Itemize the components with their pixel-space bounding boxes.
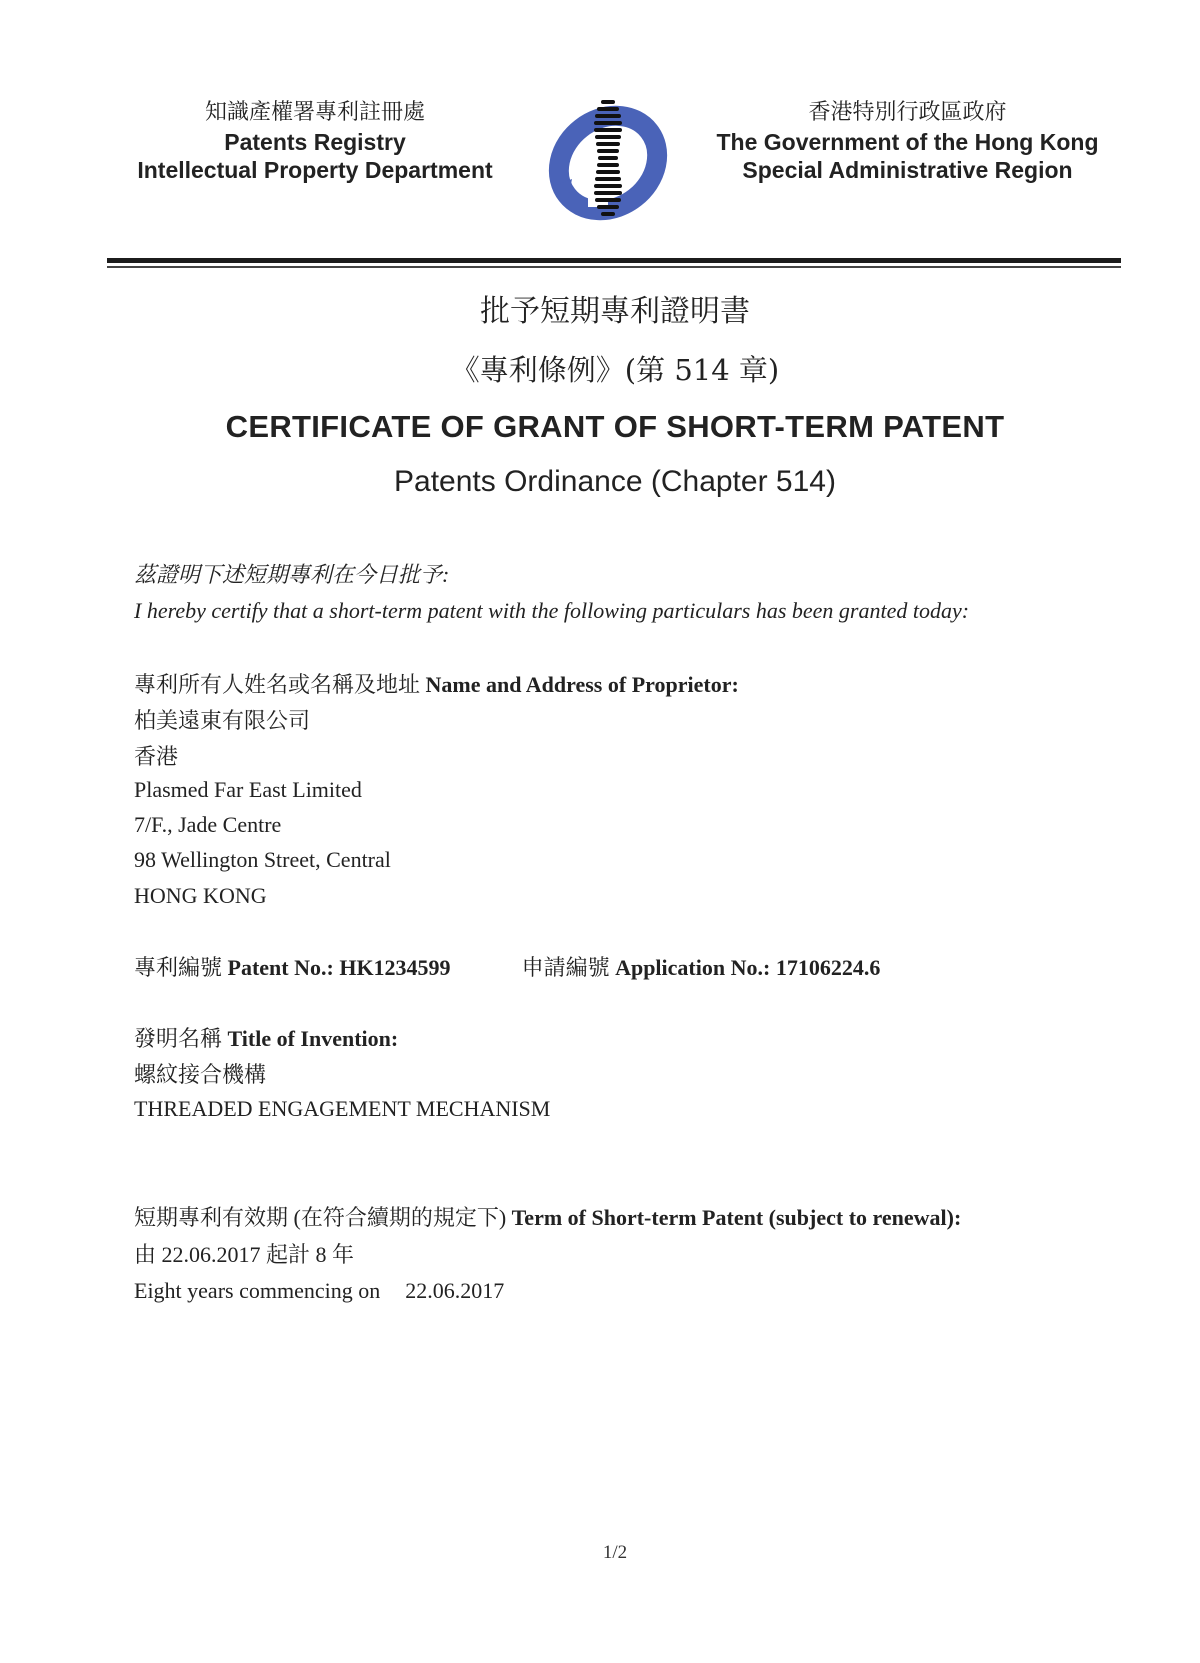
- invention-label-zh: 發明名稱: [134, 1026, 223, 1051]
- proprietor-label: [134, 668, 739, 699]
- application-no-label-zh: 申請編號: [521, 955, 610, 980]
- invention-title: THREADED ENGAGEMENT MECHANISM: [134, 1096, 551, 1121]
- patents-registry-header: [120, 98, 510, 184]
- proprietor-label-zh: 專利所有人姓名或名稱及地址: [134, 672, 421, 697]
- invention-title-zh: 螺紋接合機構: [134, 1062, 267, 1087]
- government-header: [705, 98, 1110, 184]
- term-label-zh: 短期專利有效期 (在符合續期的規定下): [134, 1205, 507, 1230]
- term-zh: 由 22.06.2017 起計 8 年: [134, 1242, 355, 1267]
- certificate-title: CERTIFICATE OF GRANT OF SHORT-TERM PATENT: [225, 409, 1005, 444]
- header-divider-thick: [107, 258, 1121, 263]
- registry-name-zh: 知識產權署專利註冊處: [204, 100, 425, 125]
- patent-no-label: Patent No.:: [227, 955, 334, 980]
- ordinance-title: Patents Ordinance (Chapter 514): [394, 465, 836, 498]
- term-en-prefix: Eight years commencing on: [134, 1278, 381, 1303]
- certify-statement-zh: 茲證明下述短期專利在今日批予:: [134, 562, 450, 587]
- invention-label-en: Title of Invention:: [227, 1026, 399, 1051]
- government-name-line2: Special Administrative Region: [742, 157, 1073, 183]
- ordinance-title-zh: 《專利條例》(第 514 章): [450, 353, 780, 387]
- term-label-en: Term of Short-term Patent (subject to renewal):: [511, 1205, 962, 1230]
- proprietor-line: 98 Wellington Street, Central: [134, 847, 391, 872]
- government-name-line1: The Government of the Hong Kong: [716, 129, 1099, 155]
- proprietor-label-en: Name and Address of Proprietor:: [425, 672, 739, 697]
- proprietor-line: 柏美遠東有限公司: [134, 708, 311, 733]
- proprietor-line: 7/F., Jade Centre: [134, 812, 282, 837]
- patent-no-label-zh: 專利編號: [134, 955, 223, 980]
- proprietor-line: HONG KONG: [134, 883, 267, 908]
- registry-name: Patents Registry: [224, 129, 406, 155]
- patent-number-row: [134, 951, 880, 982]
- invention-label: [134, 1022, 398, 1053]
- header-divider-thin: [107, 266, 1121, 268]
- term-label: [134, 1201, 961, 1232]
- term-en: [134, 1278, 504, 1304]
- page-number: 1/2: [602, 1542, 628, 1563]
- proprietor-line: 香港: [134, 744, 179, 769]
- proprietor-line: Plasmed Far East Limited: [134, 777, 362, 802]
- government-name-zh: 香港特別行政區政府: [808, 100, 1007, 125]
- certify-statement: I hereby certify that a short-term patent with the following particulars has been granted today:: [134, 598, 970, 623]
- application-no-label: Application No.:: [615, 955, 771, 980]
- application-no-value: 17106224.6: [775, 955, 881, 980]
- certificate-title-zh: 批予短期專利證明書: [480, 294, 750, 329]
- ipd-logo-icon: [538, 95, 678, 225]
- department-name: Intellectual Property Department: [137, 157, 493, 183]
- patent-no-value: HK1234599: [339, 955, 451, 980]
- term-start-date: 22.06.2017: [405, 1278, 505, 1303]
